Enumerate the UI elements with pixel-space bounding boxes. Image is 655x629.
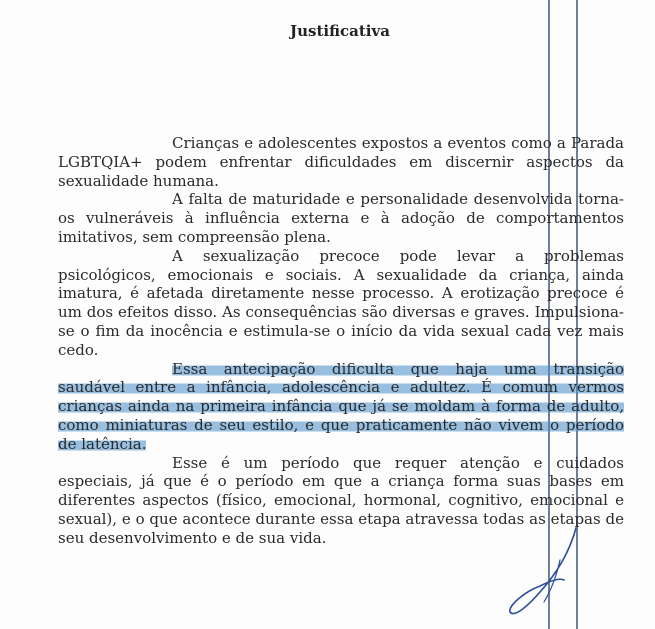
document-body	[58, 134, 624, 548]
paragraph-1: Crianças e adolescentes expostos a eventos como a Parada LGBTQIA+ podem enfrentar dificuldades em discernir aspectos da sexualidade humana.	[58, 134, 624, 190]
highlighted-text: Essa antecipação dificulta que haja uma transição saudável entre a infância, adolescência e adultez. É comum vermos crianças ainda na primeira infância que já se moldam à forma de adulto, como miniaturas de seu estilo, e que praticamente não vivem o período de latência.	[58, 359, 624, 453]
paragraph-5: Esse é um período que requer atenção e cuidados especiais, já que é o período em que a criança forma suas bases em diferentes aspectos (físico, emocional, hormonal, cognitivo, emocional e sexual), e o que acontece durante essa etapa atravessa todas as etapas de seu desenvolvimento e de sua vida.	[58, 453, 624, 547]
paragraph-2: A falta de maturidade e personalidade desenvolvida torna-os vulneráveis à influência externa e à adoção de comportamentos imitativos, sem compreensão plena.	[58, 190, 624, 246]
signature	[500, 520, 600, 625]
document-title: Justificativa	[290, 22, 390, 40]
paragraph-4-highlighted	[58, 360, 624, 454]
paragraph-3: A sexualização precoce pode levar a problemas psicológicos, emocionais e sociais. A sexualidade da criança, ainda imatura, é afetada diretamente nesse processo. A erotização precoce é um dos efeitos disso. As consequências são diversas e graves. Impulsiona-se o fim da inocência e estimula-se o início da vida sexual cada vez mais cedo.	[58, 246, 624, 359]
